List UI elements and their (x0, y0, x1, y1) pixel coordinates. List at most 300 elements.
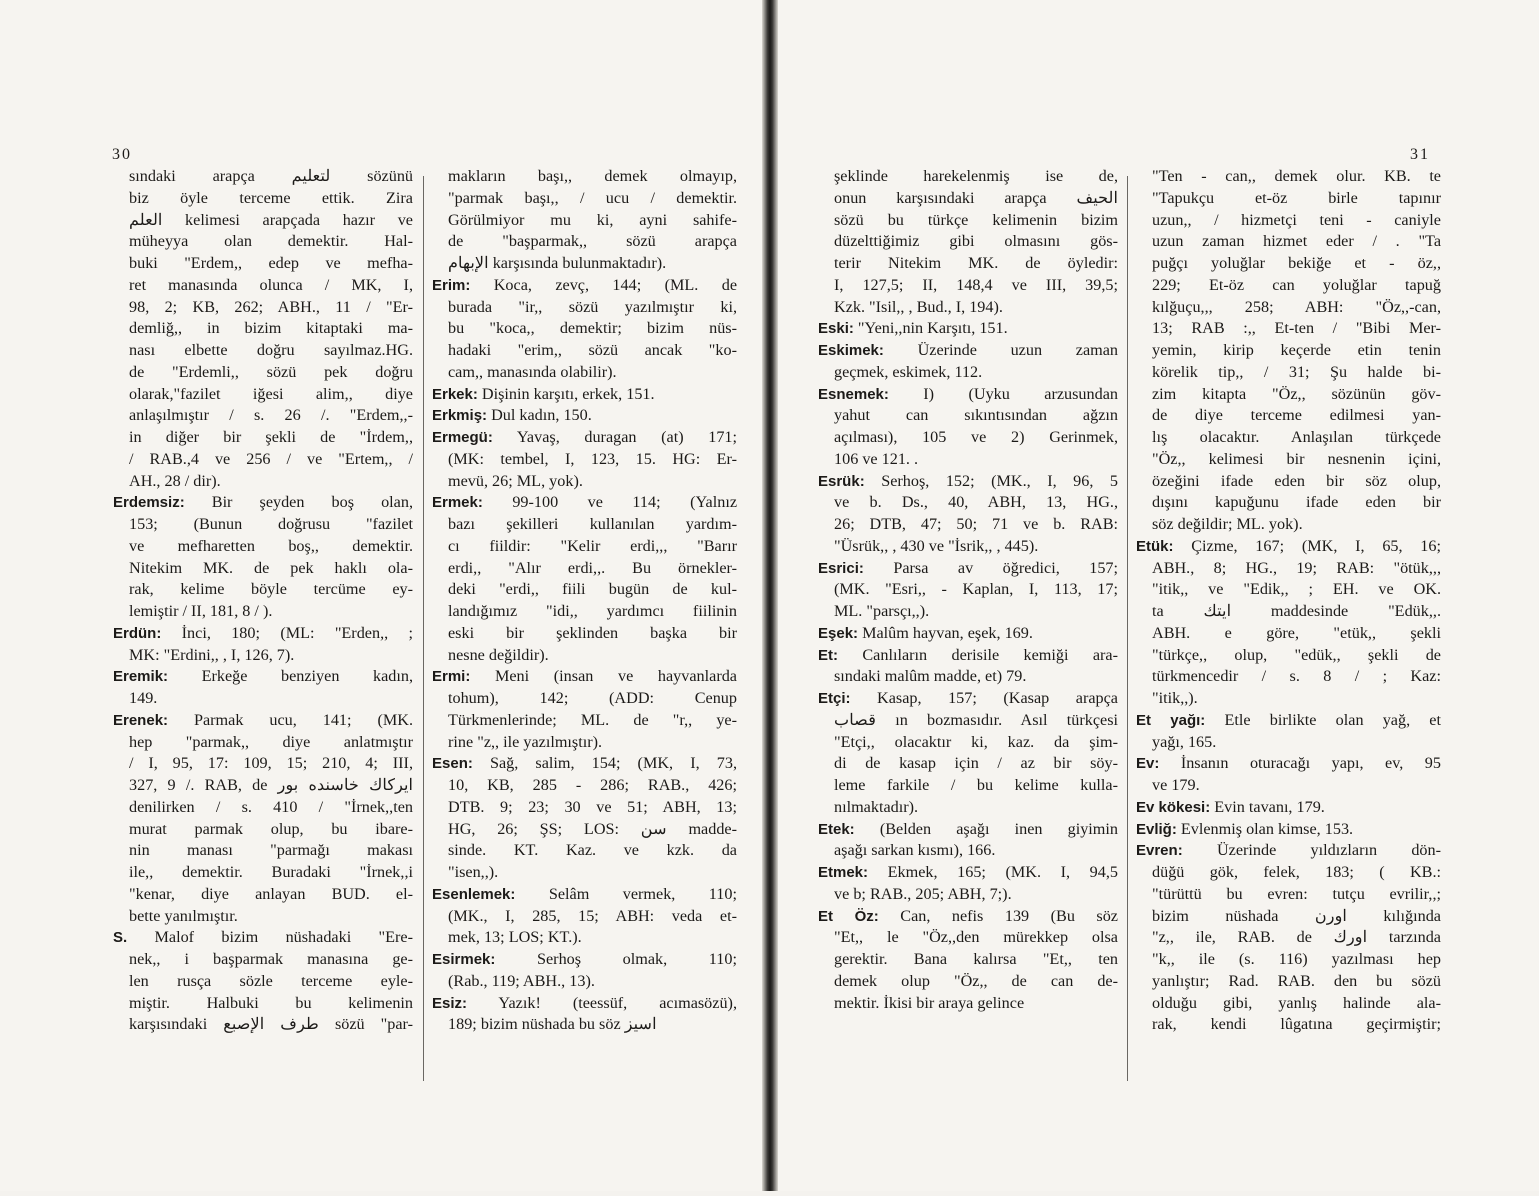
line-text: "Yeni,,nin Karşıtı, 151. (853, 319, 1008, 338)
entry-line (113, 471, 413, 493)
entry-line (1136, 188, 1441, 210)
entry-line (432, 623, 737, 645)
entry-line (818, 949, 1118, 971)
line-text: ta ﺍﻳﺘﻚ maddesinde "Edük,,. (1152, 602, 1441, 620)
line-text: burada "ir,, sözü yazılmıştır ki, (448, 297, 737, 316)
line-text: Dul kadın, 150. (487, 406, 592, 425)
entry-line (432, 514, 737, 536)
entry-line (113, 275, 413, 297)
entry-line (1136, 427, 1441, 449)
book-gutter (762, 0, 778, 1191)
line-text: / I, 95, 17: 109, 15; 210, 4; III, (129, 754, 413, 773)
line-text: Üzerinde yıldızların dön- (1182, 841, 1441, 860)
line-text: türkmencedir / s. 8 / ; Kaz: (1152, 667, 1441, 686)
line-text: aşağı sarkan kısmı), 166. (834, 841, 996, 860)
entry-line (1136, 492, 1441, 514)
headword: Eşek: (818, 624, 859, 642)
entry-line (818, 514, 1118, 536)
entry-head-line (818, 688, 1118, 710)
entry-line (1136, 340, 1441, 362)
entry-line (113, 884, 413, 906)
line-text: lış olacaktır. Anlaşılan türkçede (1152, 428, 1441, 446)
entry-line (113, 188, 413, 210)
line-text: "isen,,). (448, 863, 499, 881)
line-text: Evin tavanı, 179. (1210, 797, 1325, 816)
line-text: olarak,"fazilet iğesi alim,, diye (129, 384, 413, 403)
entry-line (113, 405, 413, 427)
line-text: 149. (129, 689, 158, 707)
entry-line (432, 340, 737, 362)
entry-head-line (818, 471, 1118, 493)
entry-line (113, 514, 413, 536)
headword: Evliğ: (1136, 820, 1177, 838)
entry-line (113, 993, 413, 1015)
entry-head-line (432, 884, 737, 906)
line-text: demek olup "Öz,, de can de- (834, 971, 1118, 990)
entry-line (432, 840, 737, 862)
entry-line (818, 579, 1118, 601)
entry-line (1136, 601, 1441, 623)
entry-line (818, 405, 1118, 427)
entry-head-line (113, 710, 413, 732)
entry-head-line (432, 427, 737, 449)
line-text: geçmek, eskimek, 112. (834, 362, 983, 381)
line-text: "k,, ile (s. 116) yazılması hep (1152, 950, 1441, 968)
line-text: zim kitapta "Öz,, sözünün göv- (1152, 384, 1441, 403)
entry-line (1136, 971, 1441, 993)
headword: Ermek: (432, 494, 483, 512)
line-text: nin manası "parmağı makası (129, 841, 413, 860)
line-text: ﻗﺼﺎﺏ ın bozmasıdır. Asıl türkçesi (834, 710, 1118, 729)
entry-line (432, 231, 737, 253)
entry-line (818, 449, 1118, 471)
entry-line (1136, 949, 1441, 971)
line-text: karşısındaki ﻃﺮﻑ ﺍﻹﺻﺒﻊ sözü "par- (129, 1015, 413, 1034)
headword: Esnemek: (818, 385, 889, 403)
line-text: Can, nefis 139 (Bu söz (878, 906, 1118, 925)
entry-line (432, 732, 737, 754)
line-text: şeklinde harekelenmiş ise de, (834, 167, 1118, 185)
entry-line (113, 297, 413, 319)
line-text: özeğini ifade eden bir söz olup, (1152, 471, 1441, 490)
headword: Etek: (818, 820, 855, 838)
line-text: Malof bizim nüshadaki "Ere- (127, 928, 413, 947)
headword: Esrük: (818, 472, 865, 490)
headword: Esenlemek: (432, 885, 516, 903)
entry-line (432, 166, 737, 188)
headword: Esen: (432, 755, 473, 773)
entry-line (432, 1014, 737, 1036)
line-text: ve b; RAB., 205; ABH, 7;). (834, 884, 1012, 903)
entry-line (432, 862, 737, 884)
line-text: 26; DTB, 47; 50; 71 ve b. RAB: (834, 515, 1118, 533)
line-text: bizim nüshada ﺍﻭﺭﻥ kılığında (1152, 906, 1441, 925)
line-text: Bir şeyden boş olan, (184, 493, 413, 512)
entry-head-line (1136, 753, 1441, 775)
line-text: in diğer bir şekli de "İrdem,, (129, 428, 413, 446)
line-text: 10, KB, 285 - 286; RAB., 426; (448, 776, 737, 794)
line-text: Yazık! (teessüf, acımasözü), (467, 993, 737, 1012)
headword: Erdün: (113, 624, 162, 642)
entry-head-line (432, 492, 737, 514)
entry-line (432, 579, 737, 601)
line-text: düzelttiğimiz gibi olmasını gös- (834, 232, 1118, 251)
entry-line (1136, 666, 1441, 688)
entry-line (818, 775, 1118, 797)
entry-line (1136, 166, 1441, 188)
line-text: Meni (insan ve hayvanlarda (470, 667, 737, 686)
entry-line (818, 927, 1118, 949)
line-text: "Öz,, kelimesi bir nesnenin içini, (1152, 449, 1441, 468)
headword: Eremik: (113, 668, 169, 686)
entry-head-line (818, 645, 1118, 667)
line-text: "türüttü bu evren: tutçu evrilir,,; (1152, 884, 1441, 903)
headword: Etmek: (818, 864, 869, 881)
line-text: lemiştir / II, 181, 8 / ). (129, 602, 273, 620)
line-text: biz öyle terceme ettik. Zira (129, 188, 413, 207)
line-text: İnci, 180; (ML: "Erden,, ; (161, 623, 413, 642)
line-text: (Belden aşağı inen giyimin (854, 819, 1118, 838)
line-text: (MK., I, 285, 15; ABH: veda et- (448, 906, 737, 925)
text-column-1 (113, 166, 413, 1196)
text-column-2 (432, 166, 737, 1196)
line-text: düğü gök, felek, 183; ( KB.: (1152, 863, 1441, 881)
entry-head-line (818, 340, 1118, 362)
entry-line (1136, 884, 1441, 906)
headword: Ermegü: (432, 429, 493, 446)
entry-line (113, 840, 413, 862)
headword: Etçi: (818, 690, 851, 707)
line-text: yanlıştır; Rad. RAB. den bu sözü (1152, 971, 1441, 990)
entry-line (113, 775, 413, 797)
entry-line (818, 297, 1118, 319)
entry-line (818, 710, 1118, 732)
entry-line (113, 601, 413, 623)
entry-head-line (818, 384, 1118, 406)
line-text: ABH., 8; HG., 19; RAB: "ötük,,, (1152, 558, 1441, 577)
entry-head-line (432, 275, 737, 297)
line-text: di de kasap için / az bir söy- (834, 754, 1118, 773)
line-text: nesne değildir). (448, 645, 549, 664)
entry-line (818, 666, 1118, 688)
headword: Ev kökesi: (1136, 798, 1211, 816)
line-text: de diye terceme edilmesi yan- (1152, 406, 1441, 425)
line-text: Türkmenlerinde; ML. de "r,, ye- (448, 710, 737, 729)
page-number-left: 30 (112, 146, 132, 163)
entry-head-line (818, 906, 1118, 928)
entry-line (113, 384, 413, 406)
line-text: 98, 2; KB, 262; ABH., 11 / "Er- (129, 297, 413, 316)
line-text: ABH. e göre, "etük,, şekli (1152, 623, 1441, 642)
entry-line (113, 971, 413, 993)
line-text: Parsa av öğredici, 157; (863, 558, 1118, 577)
entry-head-line (1136, 710, 1441, 732)
line-text: erdi,, "Alır erdi,,. Bu örnekler- (448, 558, 737, 577)
line-text: Koca, zevç, 144; (ML. de (470, 275, 737, 294)
line-text: 153; (Bunun doğrusu "fazilet (129, 515, 413, 533)
line-text: nası elbette doğru sayılmaz.HG. (129, 341, 413, 359)
entry-line (1136, 645, 1441, 667)
entry-line (432, 471, 737, 493)
line-text: Çizme, 167; (MK, I, 65, 16; (1173, 536, 1441, 555)
entry-line (818, 993, 1118, 1015)
entry-line (113, 318, 413, 340)
line-text: (MK. "Esri,, - Kaplan, I, 113, 17; (834, 580, 1118, 599)
entry-line (1136, 906, 1441, 928)
entry-line (818, 362, 1118, 384)
line-text: "Üsrük,, , 430 ve "İsrik,, , 445). (834, 536, 1039, 555)
line-text: 189; bizim nüshada bu söz ﺍﺳﻴﺰ (448, 1015, 657, 1034)
line-text: müheyya olan demektir. Hal- (129, 232, 413, 251)
headword: Ermi: (432, 668, 471, 686)
headword: Eskimek: (818, 342, 884, 359)
entry-line (818, 231, 1118, 253)
entry-line (818, 427, 1118, 449)
entry-line (113, 340, 413, 362)
entry-line (432, 558, 737, 580)
entry-line (432, 362, 737, 384)
line-text: cı fiildir: "Kelir erdi,,, "Barır (448, 536, 737, 555)
entry-line (1136, 775, 1441, 797)
line-text: 99-100 ve 114; (Yalnız (482, 493, 737, 512)
entry-line (432, 710, 737, 732)
line-text: (MK: tembel, I, 123, 15. HG: Er- (448, 449, 737, 468)
entry-line (113, 449, 413, 471)
entry-line (818, 536, 1118, 558)
page-number-right: 31 (1410, 146, 1430, 163)
entry-line (113, 253, 413, 275)
line-text: ret manasında olunca / MK, I, (129, 275, 413, 294)
line-text: rak, kelime böyle tercüme ey- (129, 580, 413, 599)
line-text: denilirken / s. 410 / "İrnek,,ten (129, 797, 413, 816)
entry-line (1136, 927, 1441, 949)
entry-line (432, 210, 737, 232)
headword: Esirmek: (432, 951, 496, 968)
line-text: nek,, i başparmak manasına ge- (129, 950, 413, 968)
line-text: rak, kendi lûgatına geçirmiştir; (1152, 1015, 1441, 1034)
entry-line (818, 840, 1118, 862)
entry-line (818, 253, 1118, 275)
entry-line (1136, 993, 1441, 1015)
line-text: yağı, 165. (1152, 732, 1217, 751)
entry-line (113, 949, 413, 971)
headword: Erim: (432, 276, 471, 294)
entry-line (818, 884, 1118, 906)
line-text: bazı şekilleri kullanılan yardım- (448, 515, 737, 533)
line-text: "Et,, le "Öz,,den mürekkep olsa (834, 928, 1118, 947)
headword: Erkek: (432, 385, 478, 403)
line-text: bette yanılmıştır. (129, 906, 238, 925)
headword: Et Öz: (818, 907, 879, 925)
line-text: olduğu gibi, yanlış halinde ala- (1152, 993, 1441, 1012)
entry-head-line (818, 623, 1118, 645)
entry-head-line (113, 666, 413, 688)
text-column-3 (818, 166, 1118, 1196)
entry-line (1136, 862, 1441, 884)
line-text: Ekmek, 165; (MK. I, 94,5 (868, 863, 1118, 881)
entry-line (113, 1014, 413, 1036)
entry-line (432, 688, 737, 710)
line-text: makların başı,, demek olmayıp, (448, 167, 737, 185)
entry-line (1136, 231, 1441, 253)
entry-line (432, 775, 737, 797)
entry-line (1136, 558, 1441, 580)
entry-line (432, 645, 737, 667)
line-text: bu "koca,, demektir; bizim nüs- (448, 319, 737, 338)
line-text: leme farkile / bu kelime kulla- (834, 776, 1118, 794)
line-text: tohum), 142; (ADD: Cenup (448, 689, 737, 707)
entry-line (113, 362, 413, 384)
entry-line (1136, 384, 1441, 406)
entry-line (432, 297, 737, 319)
line-text: Erkeğe benziyen kadın, (168, 667, 413, 686)
line-text: HG, 26; ŞS; LOS: ﺳﻦ madde- (448, 819, 737, 838)
line-text: ile,, demektir. Buradaki "İrnek,,i (129, 863, 413, 881)
entry-line (1136, 297, 1441, 319)
headword: Esiz: (432, 994, 468, 1012)
line-text: I, 127,5; II, 148,4 ve III, 39,5; (834, 275, 1118, 294)
entry-line (818, 275, 1118, 297)
entry-head-line (113, 623, 413, 645)
line-text: uzun zaman hizmet eder / . "Ta (1152, 232, 1441, 251)
entry-head-line (1136, 536, 1441, 558)
line-text: puğçı yoluğlar bekiğe et - öz,, (1152, 254, 1441, 272)
entry-head-line (818, 862, 1118, 884)
entry-head-line (1136, 840, 1441, 862)
entry-head-line (113, 492, 413, 514)
line-text: "itik,, ve "Edik,, ; EH. ve OK. (1152, 580, 1441, 599)
line-text: İnsanın oturacağı yapı, ev, 95 (1159, 754, 1441, 773)
line-text: "Ten - can,, demek olur. KB. te (1152, 167, 1441, 185)
entry-line (818, 492, 1118, 514)
entry-line (113, 166, 413, 188)
line-text: ﺍﻹﺑﻬﺎﻡ karşısında bulunmaktadır). (448, 254, 667, 272)
entry-line (818, 753, 1118, 775)
entry-line (1136, 732, 1441, 754)
headword: Eski: (818, 320, 854, 338)
line-text: sındaki arapça ﻟﺘﻌﻠﻴﻢ sözünü (129, 167, 413, 185)
line-text: demliğ,, in bizim kitaptaki ma- (129, 319, 413, 338)
line-text: Görülmiyor mu ki, ayni sahife- (448, 210, 737, 229)
entry-line (432, 253, 737, 275)
line-text: körelik tip,, / 31; Şu halde bi- (1152, 362, 1441, 381)
headword: Esrici: (818, 559, 864, 577)
entry-line (432, 536, 737, 558)
entry-head-line (818, 558, 1118, 580)
line-text: Dişinin karşıtı, erkek, 151. (477, 384, 655, 403)
line-text: DTB. 9; 23; 30 ve 51; ABH, 13; (448, 797, 737, 816)
line-text: nılmaktadır). (834, 797, 919, 816)
line-text: Nitekim MK. de pek haklı ola- (129, 558, 413, 577)
line-text: (Rab., 119; ABH., 13). (448, 971, 595, 990)
entry-line (1136, 210, 1441, 232)
entry-line (818, 732, 1118, 754)
entry-line (1136, 579, 1441, 601)
entry-line (113, 579, 413, 601)
headword: Erdemsiz: (113, 494, 185, 512)
column-rule-left (423, 176, 424, 1081)
line-text: 13; RAB :,, Et-ten / "Bibi Mer- (1152, 319, 1441, 338)
headword: Erkmiş: (432, 407, 488, 425)
headword: Evren: (1136, 842, 1183, 860)
line-text: ve 179. (1152, 776, 1200, 794)
entry-line (432, 449, 737, 471)
line-text: cam,, manasında olabilir). (448, 362, 617, 381)
entry-line (113, 819, 413, 841)
line-text: sinde. KT. Kaz. ve kzk. da (448, 841, 737, 860)
entry-head-line (432, 949, 737, 971)
line-text: Üzerinde uzun zaman (883, 341, 1118, 359)
entry-line (113, 536, 413, 558)
entry-line (1136, 275, 1441, 297)
line-text: "itik,,). (1152, 689, 1198, 707)
entry-head-line (432, 666, 737, 688)
line-text: ﺍﻟﻌﻠﻢ kelimesi arapçada hazır ve (129, 210, 413, 229)
line-text: yahut can sıkıntısından ağzın (834, 406, 1118, 425)
line-text: sındaki malûm madde, et) 79. (834, 667, 1027, 686)
headword: Etük: (1136, 537, 1174, 555)
entry-line (818, 166, 1118, 188)
line-text: / RAB.,4 ve 256 / ve "Ertem,, / (129, 449, 413, 468)
line-text: mek, 13; LOS; KT.). (448, 928, 582, 947)
line-text: de "başparmak,, sözü arapça (448, 232, 737, 251)
line-text: miştir. Halbuki bu kelimenin (129, 993, 413, 1012)
line-text: de "Erdemli,, sözü pek doğru (129, 362, 413, 381)
entry-line (432, 927, 737, 949)
line-text: "türkçe,, olup, "edük,, şekli de (1152, 645, 1441, 664)
line-text: Selâm vermek, 110; (515, 884, 737, 903)
entry-line (432, 819, 737, 841)
entry-line (432, 188, 737, 210)
entry-line (113, 210, 413, 232)
entry-line (1136, 253, 1441, 275)
line-text: Serhoş olmak, 110; (495, 950, 737, 968)
entry-head-line (818, 318, 1118, 340)
entry-line (113, 558, 413, 580)
entry-head-line (818, 819, 1118, 841)
line-text: Canlıların derisile kemiği ara- (838, 645, 1118, 664)
entry-line (1136, 471, 1441, 493)
entry-line (1136, 405, 1441, 427)
line-text: hadaki "erim,, sözü ancak "ko- (448, 341, 737, 359)
entry-line (113, 906, 413, 928)
entry-line (818, 210, 1118, 232)
entry-line (432, 971, 737, 993)
line-text: 106 ve 121. . (834, 449, 919, 468)
entry-head-line (432, 405, 737, 427)
entry-line (1136, 318, 1441, 340)
line-text: Evlenmiş olan kimse, 153. (1176, 819, 1354, 838)
line-text: terir Nitekim MK. de öyledir: (834, 254, 1118, 272)
entry-line (113, 862, 413, 884)
line-text: Etle birlikte olan yağ, et (1205, 710, 1441, 729)
line-text: "Etçi,, olacaktır ki, kaz. da şim- (834, 732, 1118, 751)
entry-line (1136, 623, 1441, 645)
line-text: yemin, kirip keçerde etin tenin (1152, 341, 1441, 359)
entry-line (818, 797, 1118, 819)
entry-line (432, 318, 737, 340)
line-text: MK: "Erdini,, , I, 126, 7). (129, 645, 295, 664)
line-text: açılması), 105 ve 2) Gerinmek, (834, 428, 1118, 446)
entry-line (1136, 449, 1441, 471)
entry-line (113, 231, 413, 253)
entry-line (818, 601, 1118, 623)
entry-line (1136, 1014, 1441, 1036)
entry-line (113, 688, 413, 710)
line-text: söz değildir; ML. yok). (1152, 515, 1303, 533)
entry-head-line (113, 927, 413, 949)
entry-line (113, 753, 413, 775)
